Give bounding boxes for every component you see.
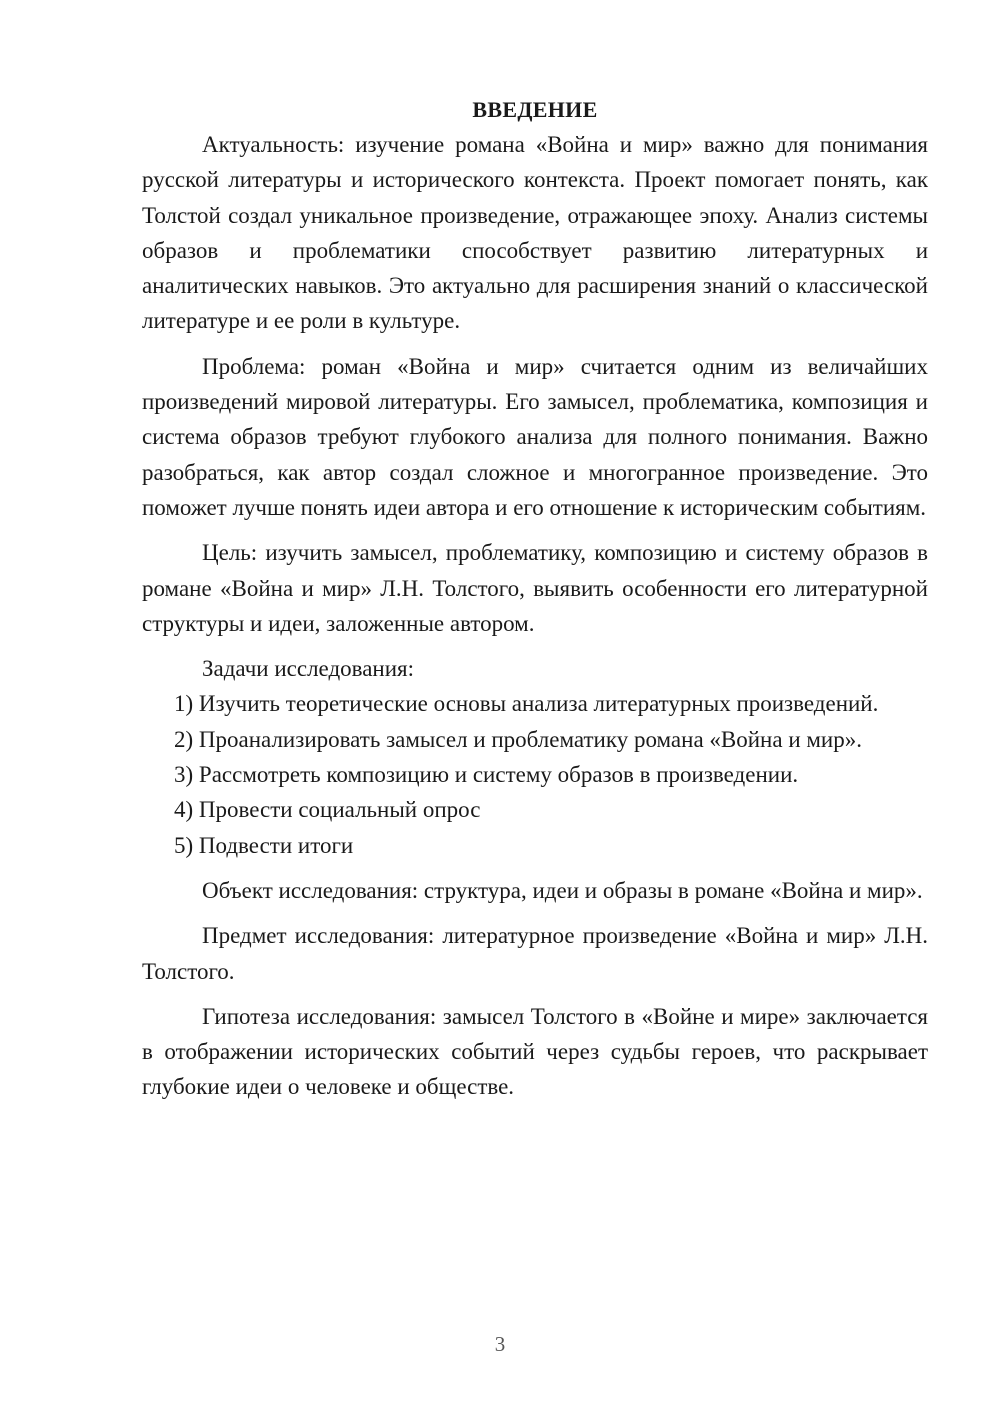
task-item-2: 2) Проанализировать замысел и проблематику романа «Война и мир».: [174, 726, 862, 752]
task-item-1: 1) Изучить теоретические основы анализа литературных произведений.: [174, 691, 879, 717]
tasks-heading: Задачи исследования:: [202, 656, 415, 682]
object-paragraph: Объект исследования: структура, идеи и образы в романе «Война и мир».: [202, 877, 923, 903]
relevance-paragraph: Актуальность: изучение романа «Война и мир» важно для понимания русской литературы и исторического контекста. Проект помогает понять, как Толстой создал уникальное произведение, отражающее эпоху. Анализ системы образов и проблематики способствует развитию литературных и аналитических навыков. Это актуально для расширения знаний о классической литературе и ее роли в культуре.: [142, 132, 928, 334]
task-item-3: 3) Рассмотреть композицию и систему образов в произведении.: [174, 762, 799, 788]
hypothesis-paragraph: Гипотеза исследования: замысел Толстого в «Войне и мире» заключается в отображении исторических событий через судьбы героев, что раскрывает глубокие идеи о человеке и обществе.: [142, 1003, 928, 1100]
document-page: [142, 92, 928, 1105]
goal-paragraph: Цель: изучить замысел, проблематику, композицию и систему образов в романе «Война и мир» Л.Н. Толстого, выявить особенности его литературной структуры и идеи, заложенные автором.: [142, 540, 928, 636]
tasks-list: [142, 686, 928, 862]
task-item-4: 4) Провести социальный опрос: [174, 797, 481, 823]
page-number: 3: [494, 1332, 506, 1356]
subject-paragraph: Предмет исследования: литературное произведение «Война и мир» Л.Н. Толстого.: [142, 923, 928, 984]
section-title: ВВЕДЕНИЕ: [472, 97, 598, 122]
task-item-5: 5) Подвести итоги: [174, 832, 354, 858]
problem-paragraph: Проблема: роман «Война и мир» считается одним из величайших произведений мировой литературы. Его замысел, проблематика, композиция и система образов требуют глубокого анализа для полного понимания. Важно разобраться, как автор создал сложное и многогранное произведение. Это поможет лучше понять идеи автора и его отношение к историческим событиям.: [142, 353, 928, 520]
